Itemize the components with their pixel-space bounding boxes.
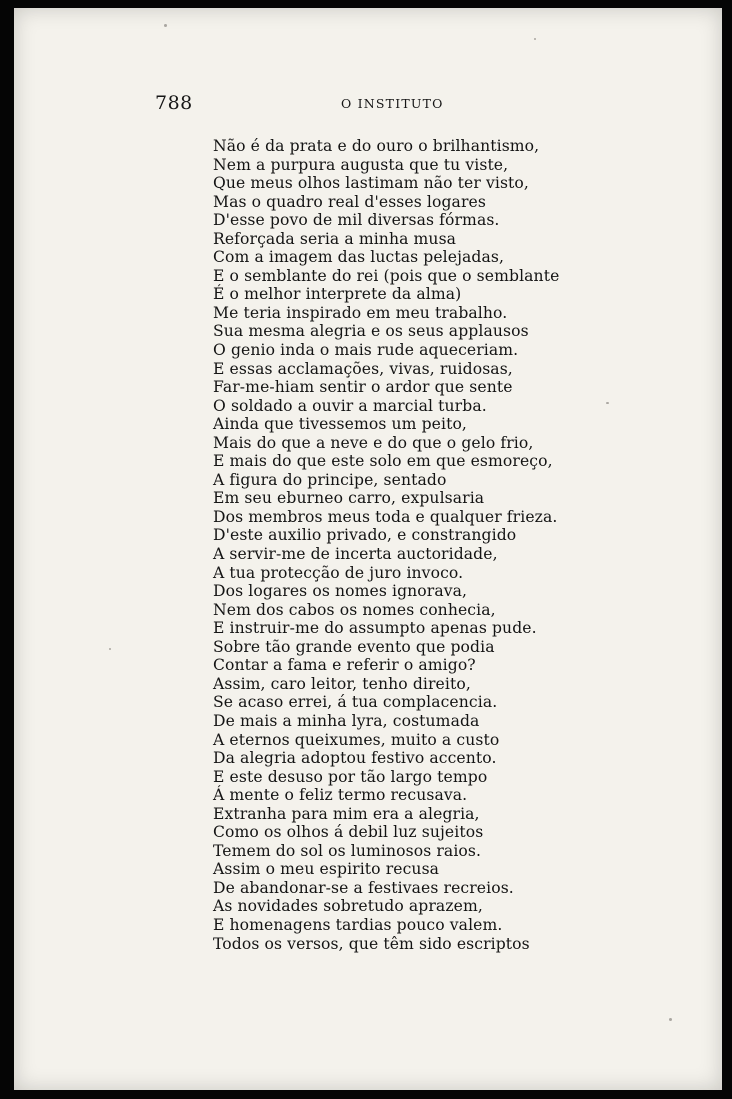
poem-line: Sobre tão grande evento que podia — [213, 637, 495, 656]
paper-speck — [109, 648, 111, 650]
poem-line: Da alegria adoptou festivo accento. — [213, 749, 497, 768]
poem-line: Temem do sol os luminosos raios. — [213, 841, 482, 860]
poem-line: Não é da prata e do ouro o brilhantismo, — [213, 137, 540, 155]
poem-line: Contar a fama e referir o amigo? — [213, 656, 476, 675]
page-number: 788 — [155, 92, 193, 114]
book-page — [14, 8, 722, 1090]
poem-line: Me teria inspirado em meu trabalho. — [213, 303, 508, 322]
poem-line: Que meus olhos lastimam não ter visto, — [213, 174, 529, 193]
poem-line: E essas acclamações, vivas, ruidosas, — [213, 359, 513, 378]
poem-line: Mas o quadro real d'esses logares — [213, 192, 486, 211]
paper-speck — [164, 24, 167, 27]
running-title: O INSTITUTO — [341, 96, 444, 111]
poem-line: De mais a minha lyra, costumada — [213, 711, 480, 730]
poem-line: Dos membros meus toda e qualquer frieza. — [213, 507, 558, 526]
poem-line: E o semblante do rei (pois que o semblante — [213, 266, 560, 285]
poem-line: A eternos queixumes, muito a custo — [213, 730, 500, 749]
poem-line: A servir-me de incerta auctoridade, — [213, 545, 498, 564]
poem-text — [213, 137, 559, 953]
poem-line: Sua mesma alegria e os seus applausos — [213, 322, 529, 341]
poem-line: E este desuso por tão largo tempo — [213, 767, 488, 786]
poem-line: Nem dos cabos os nomes conhecia, — [213, 600, 496, 619]
poem-line: Reforçada seria a minha musa — [213, 229, 457, 248]
poem-line: O soldado a ouvir a marcial turba. — [213, 396, 487, 415]
poem-line: O genio inda o mais rude aqueceriam. — [213, 341, 519, 360]
poem-line: E homenagens tardias pouco valem. — [213, 915, 503, 934]
poem-line: Como os olhos á debil luz sujeitos — [213, 823, 484, 842]
poem-line: A tua protecção de juro invoco. — [213, 563, 464, 582]
poem-line: A figura do principe, sentado — [213, 470, 447, 489]
poem-line: Á mente o feliz termo recusava. — [213, 786, 468, 805]
poem-line: D'esse povo de mil diversas fórmas. — [213, 211, 500, 230]
poem-line: Assim o meu espirito recusa — [213, 860, 440, 879]
poem-line: Far-me-hiam sentir o ardor que sente — [213, 378, 513, 397]
poem-line: Assim, caro leitor, tenho direito, — [213, 674, 471, 693]
paper-speck — [669, 1018, 672, 1021]
poem-line: Dos logares os nomes ignorava, — [213, 582, 468, 601]
poem-line: Ainda que tivessemos um peito, — [213, 415, 467, 434]
poem-line: E mais do que este solo em que esmoreço, — [213, 452, 553, 471]
poem-line: Extranha para mim era a alegria, — [213, 804, 480, 823]
poem-line: É o melhor interprete da alma) — [213, 285, 462, 304]
poem-line: As novidades sobretudo aprazem, — [213, 897, 483, 916]
poem-line: Se acaso errei, á tua complacencia. — [213, 693, 498, 712]
poem-line: D'este auxilio privado, e constrangido — [213, 526, 517, 545]
poem-line: Com a imagem das luctas pelejadas, — [213, 248, 505, 267]
poem-line: Nem a purpura augusta que tu viste, — [213, 155, 509, 174]
poem-line: E instruir-me do assumpto apenas pude. — [213, 619, 537, 638]
poem-line: Em seu eburneo carro, expulsaria — [213, 489, 485, 508]
poem-line: Mais do que a neve e do que o gelo frio, — [213, 433, 534, 452]
paper-speck — [606, 402, 609, 404]
poem-line: De abandonar-se a festivaes recreios. — [213, 878, 514, 897]
poem-line: Todos os versos, que têm sido escriptos — [213, 934, 530, 953]
paper-speck — [534, 38, 536, 40]
